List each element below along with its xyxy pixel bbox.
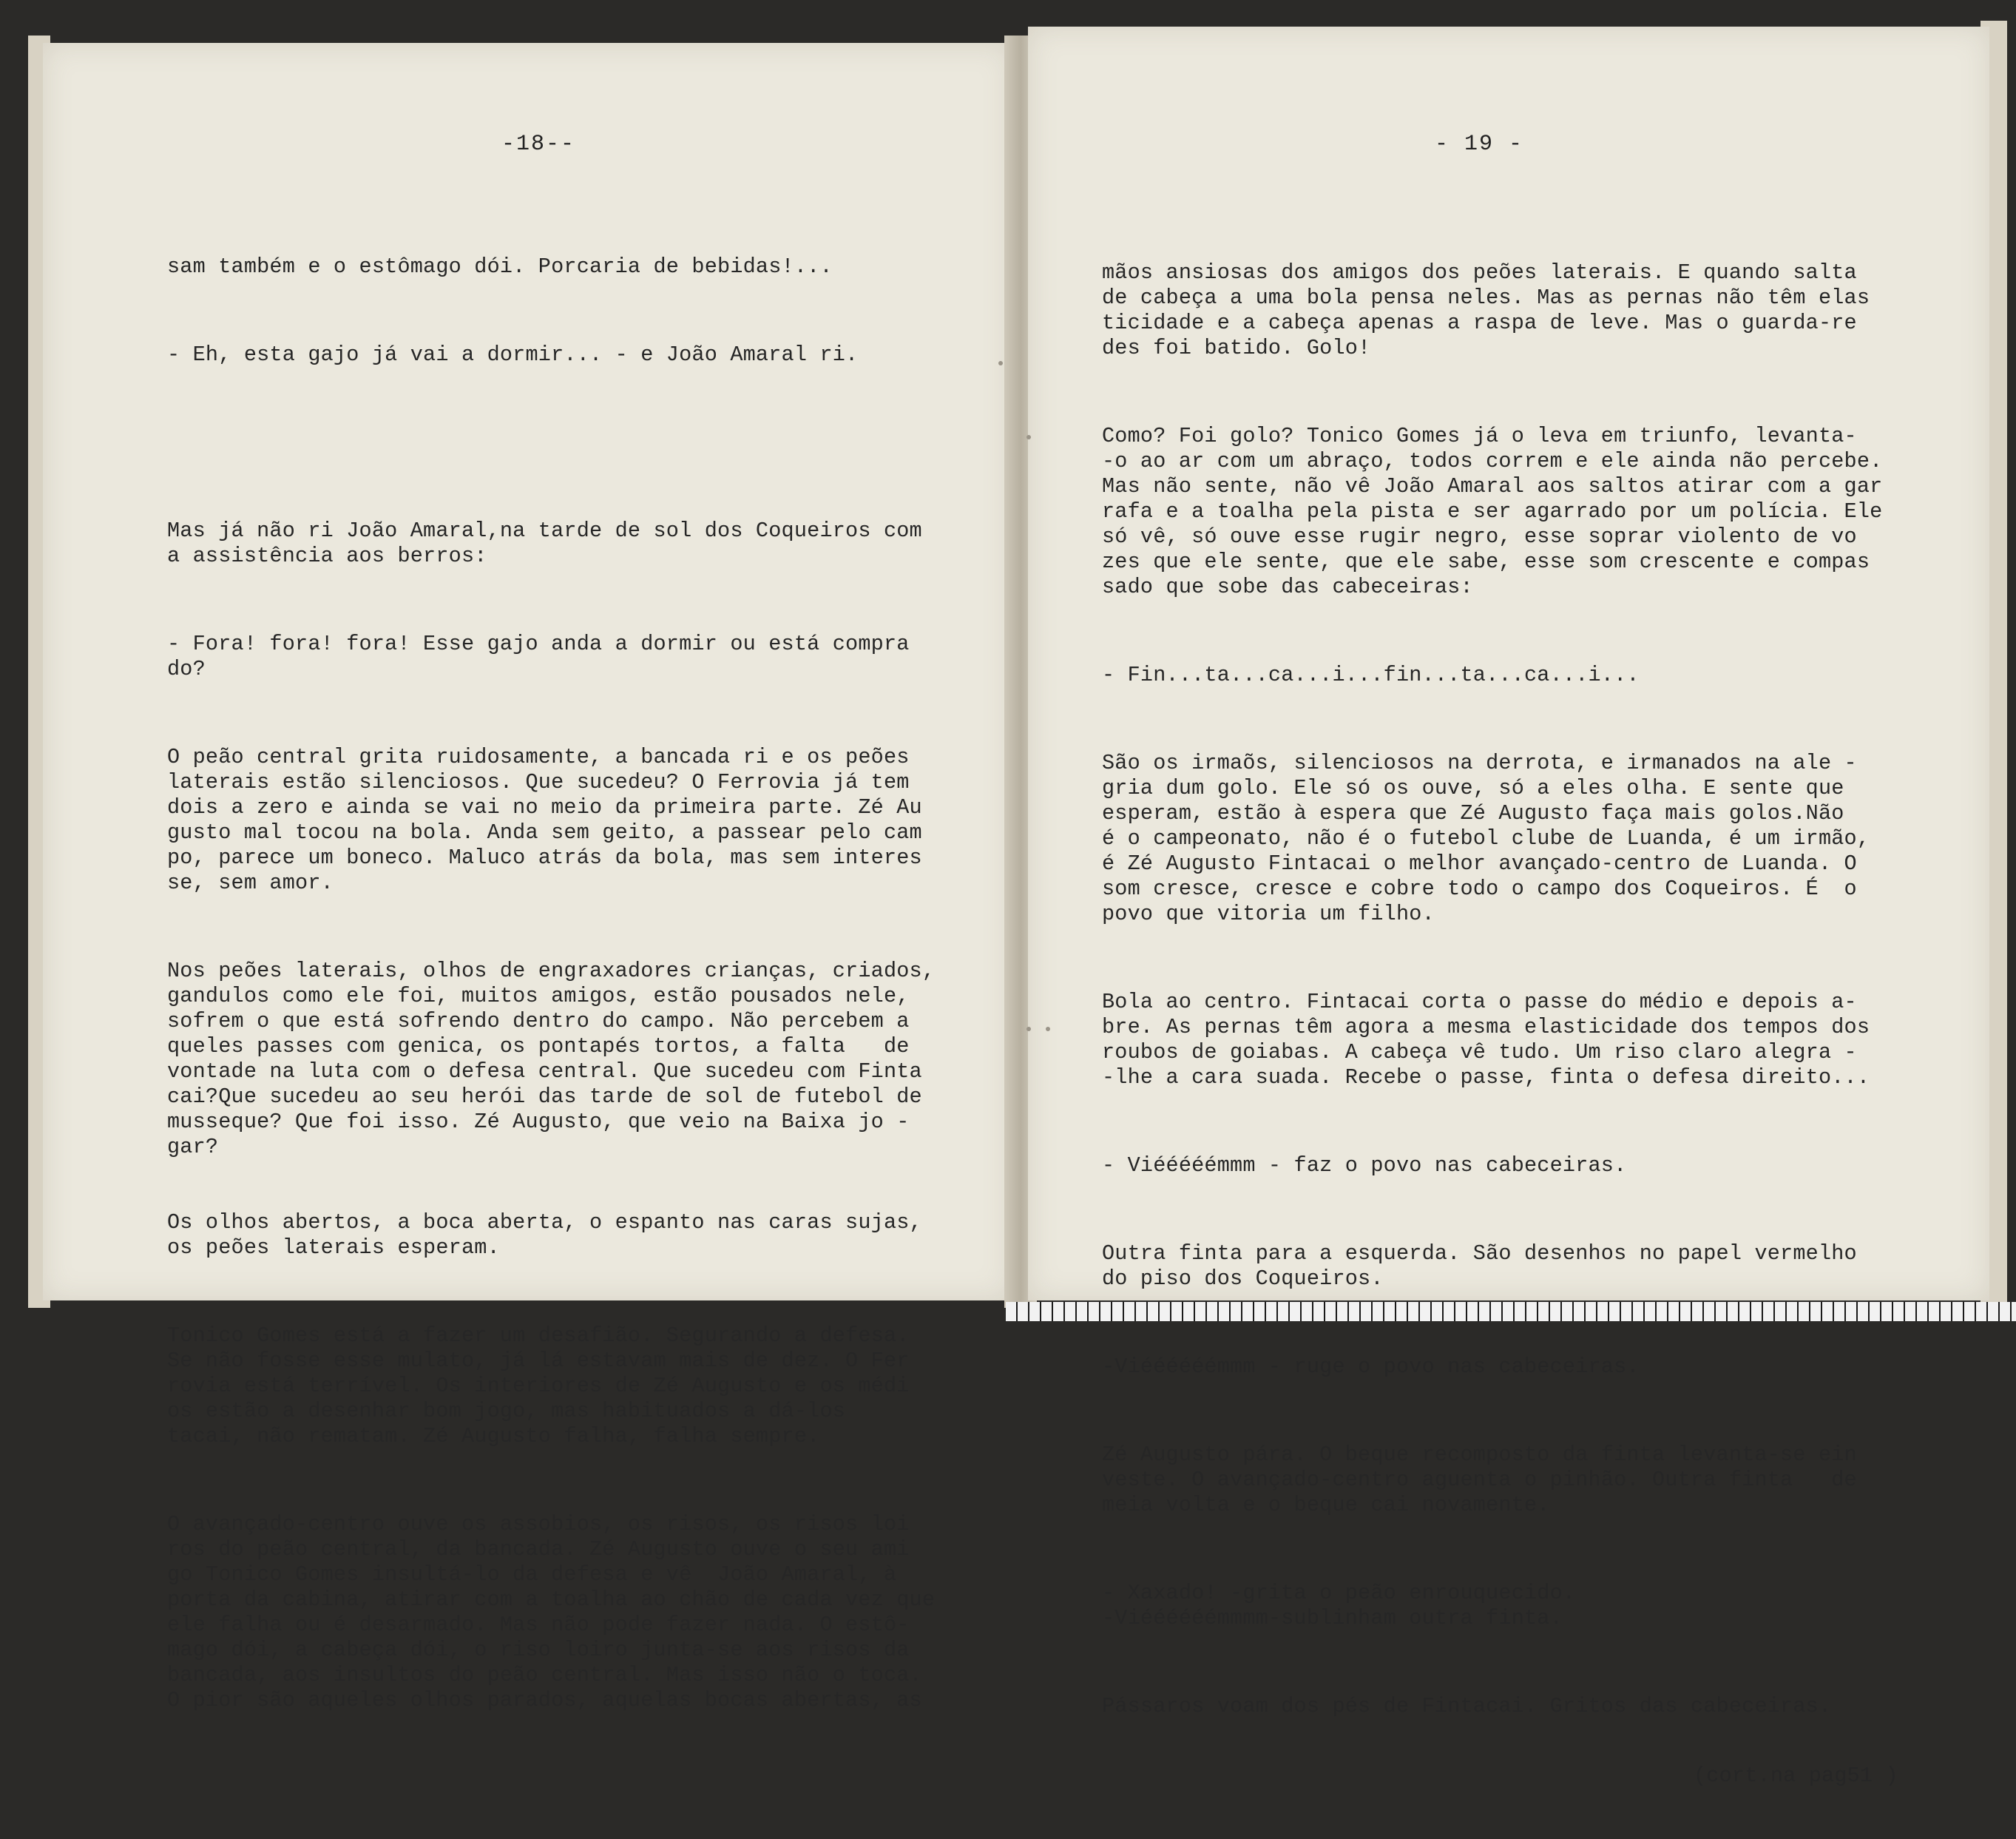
left-paragraph-8: Tonico Gomes está a fazer um desafião. Segurando a defesa. Se não fosse esse mulato, já lá estavam mais de dez. O Fer rovia está terrível. Os interiores de Zé Augusto e os médi os estão a desenhar bom jogo, mas habituados a dá-los tacai, não rematam. Zé Augusto falha, falha sempre. (167, 1323, 910, 1448)
open-book (13, 13, 2010, 1788)
binding-hole (1046, 1027, 1050, 1031)
binding-hole (998, 361, 1003, 365)
binding-hole (1026, 1027, 1031, 1031)
left-page (43, 43, 1012, 1713)
left-paragraph-9: O avançado-centro ouve os assobios, os risos, os risos loi ros do peão central, da bancada. Zé Augusto ouve o seu ami go Tonico Gomes insultá-lo da defesa e vê João Amaral, à porta da cabina, atirar com a toalha ao chão de cada vez que ele falha ou é desarmado. Mas não pode fazer nada. O estô- mago dói, a cabeça dói, o riso loiro junta-se aos risos da bancada, aos insultos do peão central. Mas isso não o toca. O pior são aqueles olhos parados, aquelas bocas abertas, as (167, 1512, 936, 1713)
left-paragraph-1: sam também e o estômago dói. Porcaria de bebidas!... (167, 254, 833, 279)
left-paragraph-blank (167, 431, 935, 456)
right-page (1028, 27, 1989, 1788)
left-paragraph-5: O peão central grita ruidosamente, a bancada ri e os peões laterais estão silenciosos. Que sucedeu? O Ferrovia já tem dois a zero e ainda se vai no meio da primeira parte. Zé Au gusto mal tocou na bola. Anda sem geito, a passear pelo cam po, parece um boneco. Maluco atrás da bola, mas sem interes se, sem amor. (167, 745, 922, 895)
right-paragraph-2: Como? Foi golo? Tonico Gomes já o leva em triunfo, levanta- -o ao ar com um abraço, todos correm e ele ainda não percebe. Mas não sente, não vê João Amaral aos saltos atirar com a gar rafa e a toalha pela pista e ser agarrado por um polícia. Ele só vê, só ouve esse rugir negro, esse soprar violento de vo zes que ele sente, que ele sabe, esse som crescente e compas sado que sobe das cabeceiras: (1102, 424, 1883, 599)
left-page-text (167, 204, 935, 1776)
right-page-number: - 19 - (1435, 132, 1524, 157)
right-paragraph-7: Outra finta para a esquerda. São desenhos no papel vermelho do piso dos Coqueiros. (1102, 1241, 1857, 1291)
right-paragraph-9: Zé Augusto pára. O beque recomposto da finta levanta-se ein veste. O avançado-centro aguenta o pinhão. Outra finta de meia volta e o beque cai novamente. (1102, 1442, 1857, 1517)
right-paragraph-11: Pássaros voam dos pés de Fintacai. Gritos das cabeceiras. (1102, 1694, 1832, 1718)
left-page-number: -18-- (501, 132, 576, 157)
continuation-note: (cort.na pag51 ) (1694, 1764, 1898, 1788)
right-paragraph-10: - Xaxado! -grita o peão enrouquecido. -Viéééééémmmm-sublinham outra finta. (1102, 1581, 1576, 1630)
right-paragraph-6: - Viééééémmm - faz o povo nas cabeceiras. (1102, 1153, 1627, 1178)
left-paragraph-2: - Eh, esta gajo já vai a dormir... - e João Amaral ri. (167, 343, 859, 367)
left-paragraph-3: Mas já não ri João Amaral,na tarde de sol dos Coqueiros com a assistência aos berros: (167, 519, 922, 568)
binding-hole (1026, 435, 1031, 439)
right-paragraph-4: São os irmaõs, silenciosos na derrota, e irmanados na ale - gria dum golo. Ele só os ouve, só a eles olha. E sente que esperam, estão à espera que Zé Augusto faça mais golos.Não é o campeonato, não é o futebol clube de Luanda, é um irmão, é Zé Augusto Fintacai o melhor avançado-centro de Luanda. O som cresce, cresce e cobre todo o campo dos Coqueiros. É o povo que vitoria um filho. (1102, 751, 1870, 926)
right-paragraph-5: Bola ao centro. Fintacai corta o passe do médio e depois a- bre. As pernas têm agora a mesma elasticidade dos tempos dos roubos de goiabas. A cabeça vê tudo. Um riso claro alegra - -lhe a cara suada. Recebe o passe, finta o defesa direito... (1102, 990, 1870, 1090)
right-paragraph-8: -Viéééééémmm - ruge o povo nas cabeceiras. (1102, 1354, 1640, 1379)
left-paragraph-6: Nos peões laterais, olhos de engraxadores crianças, criados, gandulos como ele foi, muitos amigos, estão pousados nele, sofrem o que está sofrendo dentro do campo. Não percebem a queles passes com genica, os pontapés tortos, a falta de vontade na luta com o defesa central. Que sucedeu com Finta cai?Que sucedeu ao seu herói das tarde de sol de futebol de musseque? Que foi isso. Zé Augusto, que veio na Baixa jo - gar? (167, 959, 936, 1159)
right-paragraph-1: mãos ansiosas dos amigos dos peões laterais. E quando salta de cabeça a uma bola pensa neles. Mas as pernas não têm elas ticidade e a cabeça apenas a raspa de leve. Mas o guarda-re des foi batido. Golo! (1102, 260, 1870, 360)
left-paragraph-7: Os olhos abertos, a boca aberta, o espanto nas caras sujas, os peões laterais esperam. (167, 1210, 922, 1260)
left-paragraph-4: - Fora! fora! fora! Esse gajo anda a dormir ou está compra do? (167, 632, 910, 681)
right-page-text (1102, 210, 1898, 1839)
scale-ruler (1006, 1302, 2016, 1321)
right-paragraph-3: - Fin...ta...ca...i...fin...ta...ca...i... (1102, 663, 1640, 687)
